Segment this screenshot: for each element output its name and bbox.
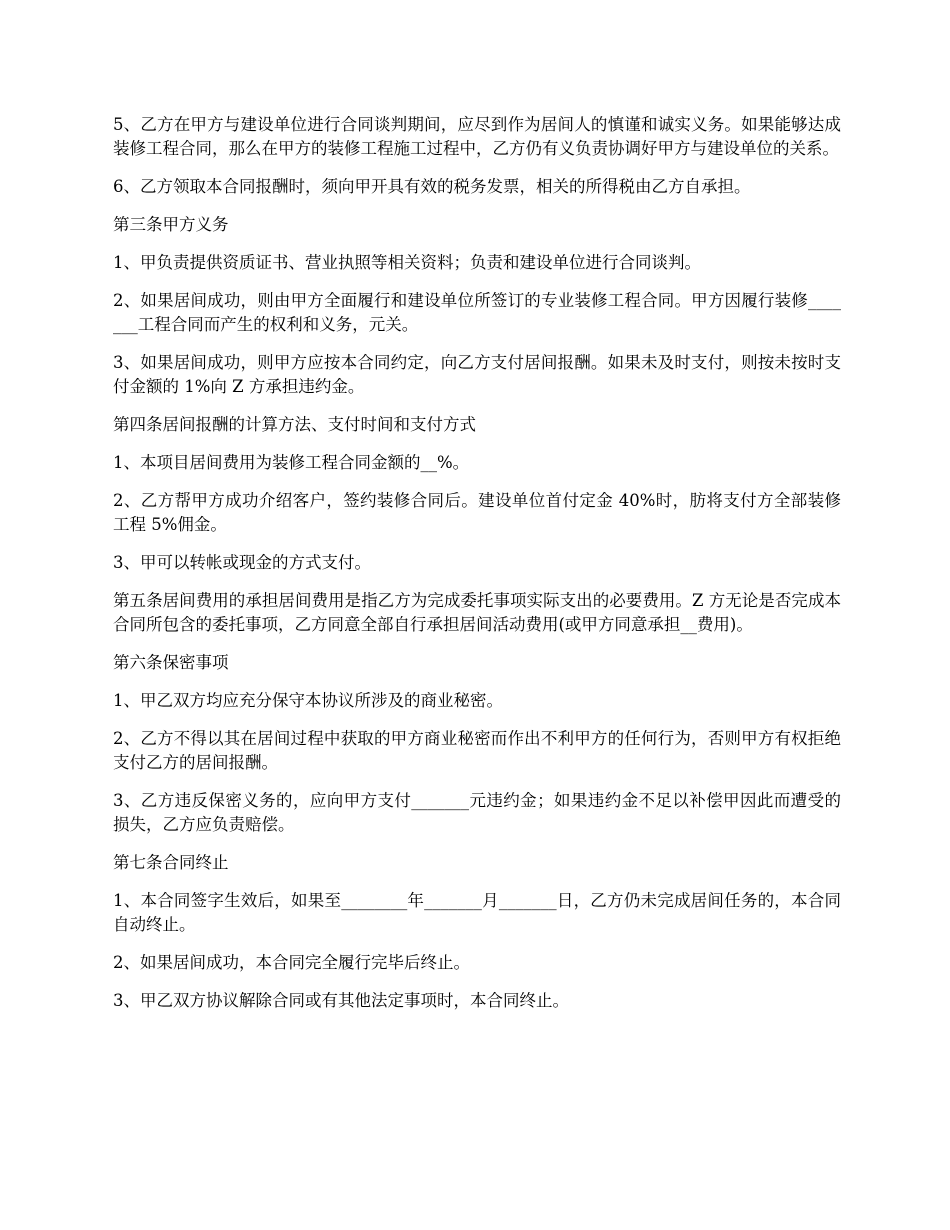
clause-4-item-1: 1、本项目居间费用为装修工程合同金额的__%。 — [113, 453, 470, 472]
clause-3-heading: 第三条甲方义务 — [113, 215, 229, 234]
clause-6-item-3: 3、乙方违反保密义务的，应向甲方支付_______元违约金；如果违约金不足以补偿甲因此而遭受的损失，乙方应负责赔偿。 — [113, 791, 841, 834]
clause-4-heading: 第四条居间报酬的计算方法、支付时间和支付方式 — [113, 415, 476, 434]
clause-3-item-3: 3、如果居间成功，则甲方应按本合同约定，向乙方支付居间报酬。如果未及时支付，则按未按时支付金额的 1%向 Z 方承担违约金。 — [113, 353, 841, 396]
clause-6-item-1: 1、甲乙双方均应充分保守本协议所涉及的商业秘密。 — [113, 691, 503, 710]
clause-2-item-5: 5、乙方在甲方与建设单位进行合同谈判期间，应尽到作为居间人的慎谨和诚实义务。如果能够达成装修工程合同，那么在甲方的装修工程施工过程中，乙方仍有义负责协调好甲方与建设单位的关系。 — [113, 115, 841, 158]
clause-6-item-2: 2、乙方不得以其在居间过程中获取的甲方商业秘密而作出不利甲方的任何行为，否则甲方有权拒绝支付乙方的居间报酬。 — [113, 729, 841, 772]
clause-7-item-1: 1、本合同签字生效后，如果至________年_______月_______日，乙方仍未完成居间任务的，本合同自动终止。 — [113, 891, 841, 934]
clause-3-item-2: 2、如果居间成功，则由甲方全面履行和建设单位所签订的专业装修工程合同。甲方因履行装修_______工程合同而产生的权利和义务，元关。 — [113, 291, 841, 334]
document-body — [113, 113, 841, 1027]
clause-4-item-3: 3、甲可以转帐或现金的方式支付。 — [113, 553, 371, 572]
clause-6-heading: 第六条保密事项 — [113, 653, 229, 672]
clause-4-item-2: 2、乙方帮甲方成功介绍客户，签约装修合同后。建设单位首付定金 40%时，肪将支付方全部装修工程 5%佣金。 — [113, 491, 841, 534]
clause-5-paragraph: 第五条居间费用的承担居间费用是指乙方为完成委托事项实际支出的必要费用。Z 方无论是否完成本合同所包含的委托事项，乙方同意全部自行承担居间活动费用(或甲方同意承担__费用)。 — [113, 591, 841, 634]
clause-2-item-6: 6、乙方领取本合同报酬时，须向甲开具有效的税务发票，相关的所得税由乙方自承担。 — [113, 177, 751, 196]
clause-7-item-2: 2、如果居间成功，本合同完全履行完毕后终止。 — [113, 953, 470, 972]
clause-7-item-3: 3、甲乙双方协议解除合同或有其他法定事项时，本合同终止。 — [113, 991, 569, 1010]
clause-7-heading: 第七条合同终止 — [113, 853, 229, 872]
clause-3-item-1: 1、甲负责提供资质证书、营业执照等相关资料；负责和建设单位进行合同谈判。 — [113, 253, 701, 272]
